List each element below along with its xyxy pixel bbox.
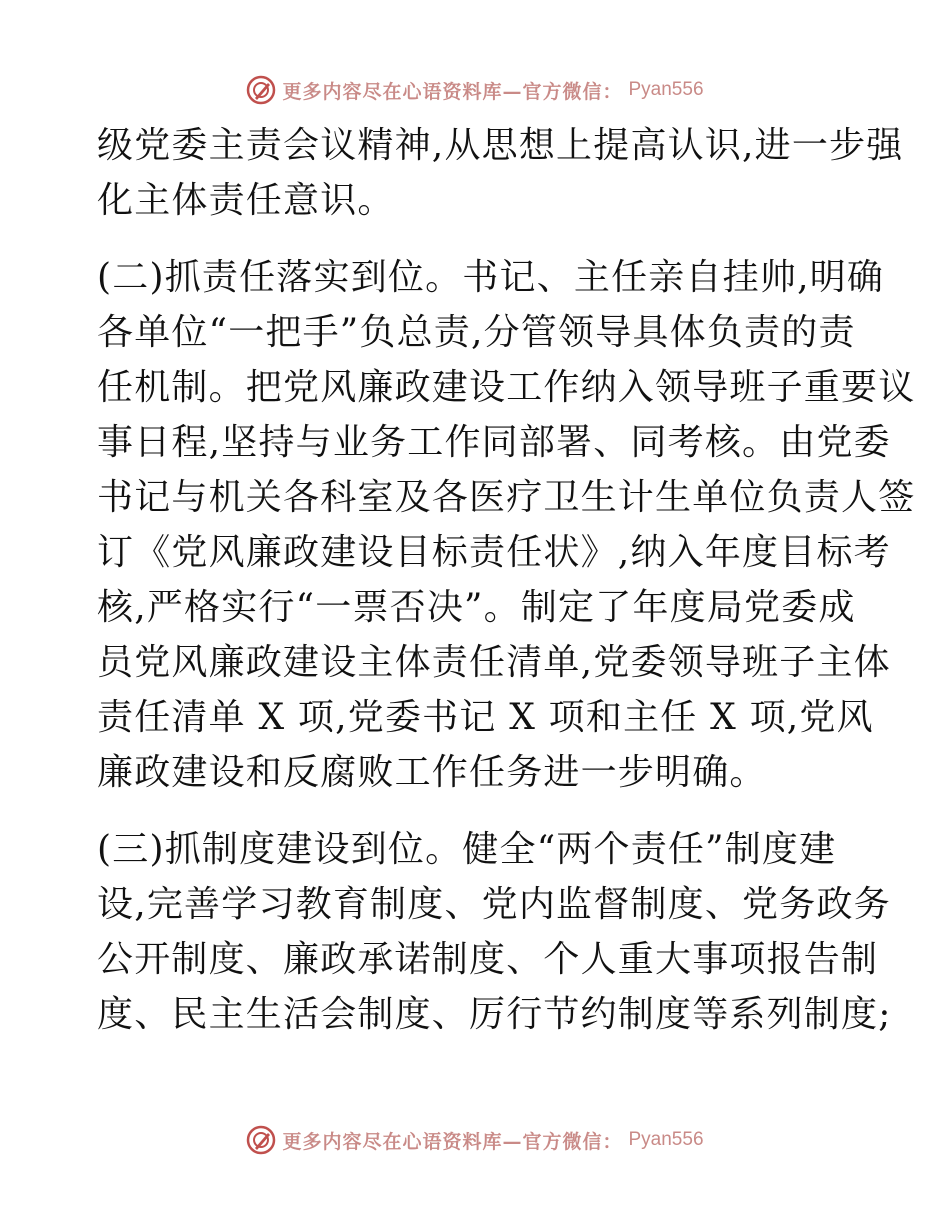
text-line: 责任清单 X 项,党委书记 X 项和主任 X 项,党风 (97, 697, 874, 738)
text-line: 度、民主生活会制度、厉行节约制度等系列制度; (97, 994, 892, 1035)
watermark-text: 更多内容尽在心语资料库—官方微信： (282, 80, 623, 103)
text-line: 员党风廉政建设主体责任清单,党委领导班子主体 (97, 642, 891, 683)
watermark-text: 更多内容尽在心语资料库—官方微信： (282, 1130, 623, 1153)
watermark-wechat-id: Pyan556 (628, 79, 704, 100)
text-line: 级党委主责会议精神,从思想上提高认识,进一步强 (97, 125, 904, 166)
document-body (97, 118, 916, 1042)
paragraph (97, 822, 892, 1042)
text-line: 各单位“一把手”负总责,分管领导具体负责的责 (97, 312, 856, 353)
paragraph (97, 118, 904, 228)
header-watermark (0, 72, 950, 108)
text-line: 任机制。把党风廉政建设工作纳入领导班子重要议 (97, 367, 916, 408)
paragraph (97, 250, 916, 800)
footer-watermark (0, 1122, 950, 1158)
text-line: 事日程,坚持与业务工作同部署、同考核。由党委 (97, 422, 891, 463)
text-line: 设,完善学习教育制度、党内监督制度、党务政务 (97, 884, 891, 925)
text-line: (二)抓责任落实到位。书记、主任亲自挂帅,明确 (97, 257, 885, 298)
watermark-wechat-id: Pyan556 (628, 1129, 704, 1150)
text-line: (三)抓制度建设到位。健全“两个责任”制度建 (97, 829, 837, 870)
text-line: 廉政建设和反腐败工作任务进一步明确。 (97, 752, 767, 793)
pen-logo-icon (246, 1125, 276, 1155)
text-line: 订《党风廉政建设目标责任状》,纳入年度目标考 (97, 532, 891, 573)
text-line: 书记与机关各科室及各医疗卫生计生单位负责人签 (97, 477, 916, 518)
text-line: 核,严格实行“一票否决”。制定了年度局党委成 (97, 587, 856, 628)
text-line: 化主体责任意识。 (97, 180, 395, 221)
text-line: 公开制度、廉政承诺制度、个人重大事项报告制 (97, 939, 879, 980)
pen-logo-icon (246, 75, 276, 105)
